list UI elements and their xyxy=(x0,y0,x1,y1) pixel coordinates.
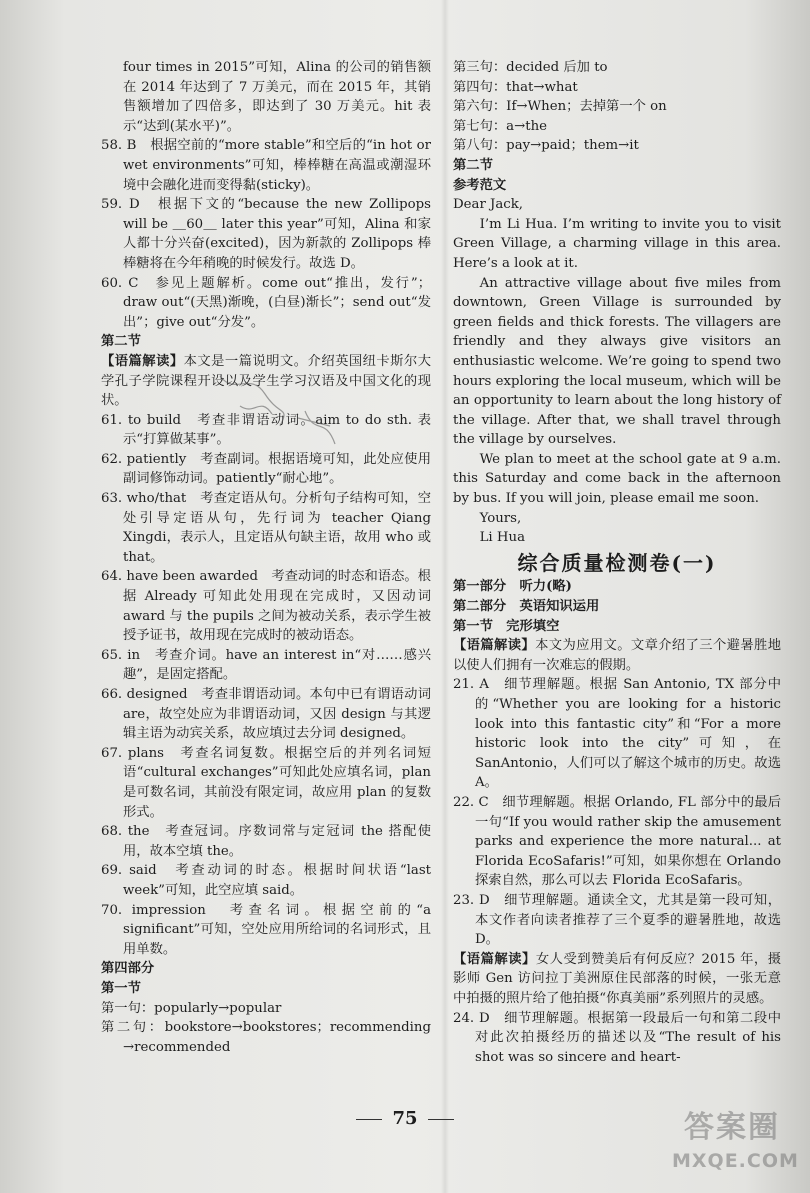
correction-line: 第八句：pay→paid；them→it xyxy=(453,138,639,154)
continued-text: four times in 2015”可知，Alina 的公司的销售额在 2014 年达到了 7 万美元，而在 2015 年，其销售额增加了四倍多，即达到了 30 万美元。hit 表示“达到(某水平)”。 xyxy=(123,60,431,134)
summary-tag: 【语篇解读】 xyxy=(101,353,184,369)
answer-item: 65. in 考查介词。have an interest in“对……感兴趣”，是固定搭配。 xyxy=(101,647,431,683)
right-column xyxy=(453,58,781,1067)
letter-greeting: Dear Jack, xyxy=(453,197,524,213)
answer-item: 60. C 参见上题解析。come out“推出，发行”；draw out“(天黑)渐晚，(白昼)渐长”；send out“发出”；give out“分发”。 xyxy=(101,275,431,330)
watermark-logo-text: 答案圈 xyxy=(684,1110,780,1145)
answer-item: 58. B 根据空前的“more stable”和空后的“in hot or wet environments”可知，棒棒糖在高温或潮湿环境中会融化进而变得黏(sticky)。 xyxy=(101,138,431,193)
test-title: 综合质量检测卷(一) xyxy=(517,550,717,575)
answer-item: 63. who/that 考查定语从句。分析句子结构可知，空处引导定语从句，先行词为 teacher Qiang Xingdi，表示人，且定语从句缺主语，故用 who 或 that。 xyxy=(101,491,431,565)
answer-item: 67. plans 考查名词复数。根据空后的并列名词短语“cultural exchanges”可知此处应填名词，plan 是可数名词，其前没有限定词，故应用 plan 的复数形式。 xyxy=(101,745,431,820)
letter-paragraph: We plan to meet at the school gate at 9 a.m. this Saturday and come back in the afternoon by bus. If you will join, please email me soon. xyxy=(453,451,781,507)
correction-line: 第三句：decided 后加 to xyxy=(453,60,608,75)
answer-item: 66. designed 考查非谓语动词。本句中已有谓语动词 are，故空处应为非谓语动词，又因 design 与其逻辑主语为动宾关系，故应填过去分词 designed。 xyxy=(101,687,431,742)
correction-list xyxy=(453,58,781,156)
section-heading: 第二部分 英语知识运用 xyxy=(453,599,600,615)
answer-item: 70. impression 考查名词。根据空前的“a significant”可知，空处应用所给词的名词形式，且用单数。 xyxy=(101,902,431,957)
watermark-url: MXQE.COM xyxy=(672,1150,799,1172)
correction-line: 第六句：If→When；去掉第一个 on xyxy=(453,99,667,115)
sample-essay-heading: 参考范文 xyxy=(453,177,507,193)
answer-item: 68. the 考查冠词。序数词常与定冠词 the 搭配使用，故本空填 the。 xyxy=(101,824,431,859)
section-heading: 第一节 xyxy=(101,980,141,996)
summary-text: 女人受到赞美后有何反应？2015 年，摄影师 Gen 访问拉丁美洲原住民部落的时候，一张无意中拍摄的照片给了他拍摄“你真美丽”系列照片的灵感。 xyxy=(453,951,781,1006)
answer-item: 61. to build 考查非谓语动词。aim to do sth. 表示“打算做某事”。 xyxy=(101,412,431,448)
sample-letter xyxy=(453,195,781,548)
answer-item: 69. said 考查动词的时态。根据时间状语“last week”可知，此空应填 said。 xyxy=(101,863,431,898)
left-column xyxy=(101,58,431,1057)
answer-item: 62. patiently 考查副词。根据语境可知，此处应使用副词修饰动词。patiently“耐心地”。 xyxy=(101,451,431,487)
answer-item: 23. D 细节理解题。通读全文，尤其是第一段可知，本文作者向读者推荐了三个夏季的避暑胜地，故选 D。 xyxy=(453,892,781,948)
page-number-text: 75 xyxy=(392,1108,418,1129)
answer-item: 第二句：bookstore→bookstores；recommending →recommended xyxy=(101,1020,431,1055)
answer-item: 22. C 细节理解题。根据 Orlando, FL 部分中的最后一句“If you would rather skip the amusement parks and experience the more natural... at Florida EcoSafaris!”可知，如果你想在 Orlando 探索自然，那么可以去 Florida EcoSafaris。 xyxy=(453,794,781,889)
section-heading: 第一部分 听力(略) xyxy=(453,579,572,595)
answer-item: 21. A 细节理解题。根据 San Antonio, TX 部分中的“Whether you are looking for a historic look into this fantastic city”和“For a more historic look into the city”可知，在 SanAntonio，人们可以了解这个城市的历史。故选 A。 xyxy=(453,677,781,791)
passage-summary xyxy=(453,950,781,1009)
correction-line: 第四句：that→what xyxy=(453,79,578,95)
letter-paragraph: I’m Li Hua. I’m writing to invite you to visit Green Village, a charming village in this area. Here’s a look at it. xyxy=(453,216,781,271)
letter-signature: Li Hua xyxy=(479,530,525,546)
summary-tag: 【语篇解读】 xyxy=(453,951,536,967)
letter-paragraph: An attractive village about five miles from downtown, Green Village is surrounded by green fields and thick forests. The villagers are friendly and they always give visitors an enthusiastic welcome. We’re going to spend two hours exploring the local museum, which will be an opportunity to learn about the long history of the village. After that, we shall travel through the village by ourselves. xyxy=(453,275,781,448)
section-heading: 第二节 xyxy=(453,157,493,173)
answer-item: 64. have been awarded 考查动词的时态和语态。根据 Already 可知此处用现在完成时，又因动词 award 与 the pupils 之间为被动关系，表示学生被授予证书，故用现在完成时的被动语态。 xyxy=(101,569,431,644)
section-heading: 第二节 xyxy=(101,334,141,350)
summary-text: 本文为应用文。文章介绍了三个避暑胜地以使人们拥有一次难忘的假期。 xyxy=(453,638,782,673)
summary-text: 本文是一篇说明文。介绍英国纽卡斯尔大学孔子学院课程开设以及学生学习汉语及中国文化的现状。 xyxy=(101,353,432,409)
summary-tag: 【语篇解读】 xyxy=(453,638,536,654)
pencil-scribble xyxy=(210,366,350,456)
section-heading: 第一节 完形填空 xyxy=(453,618,560,634)
answer-explanations xyxy=(453,577,781,1067)
letter-closing: Yours, xyxy=(479,510,522,526)
passage-summary xyxy=(453,636,781,675)
page-fold-shadow xyxy=(441,0,449,1193)
correction-line: 第七句：a→the xyxy=(453,118,548,134)
site-watermark xyxy=(672,1108,799,1186)
section-heading: 第四部分 xyxy=(101,961,155,977)
plain-line: 第一句：popularly→popular xyxy=(101,1000,282,1016)
answer-item: 24. D 细节理解题。根据第一段最后一句和第二段中对此次拍摄经历的描述以及“The result of his shot was so sincere and heart- xyxy=(453,1010,781,1065)
answer-item: 59. D 根据下文的“because the new Zollipops will be ＿60＿ later this year”可知，Alina 和家人都十分兴奋(excited)，因为新款的 Zollipops 棒棒糖将在今年稍晚的时候发行。故选 D。 xyxy=(101,197,431,271)
